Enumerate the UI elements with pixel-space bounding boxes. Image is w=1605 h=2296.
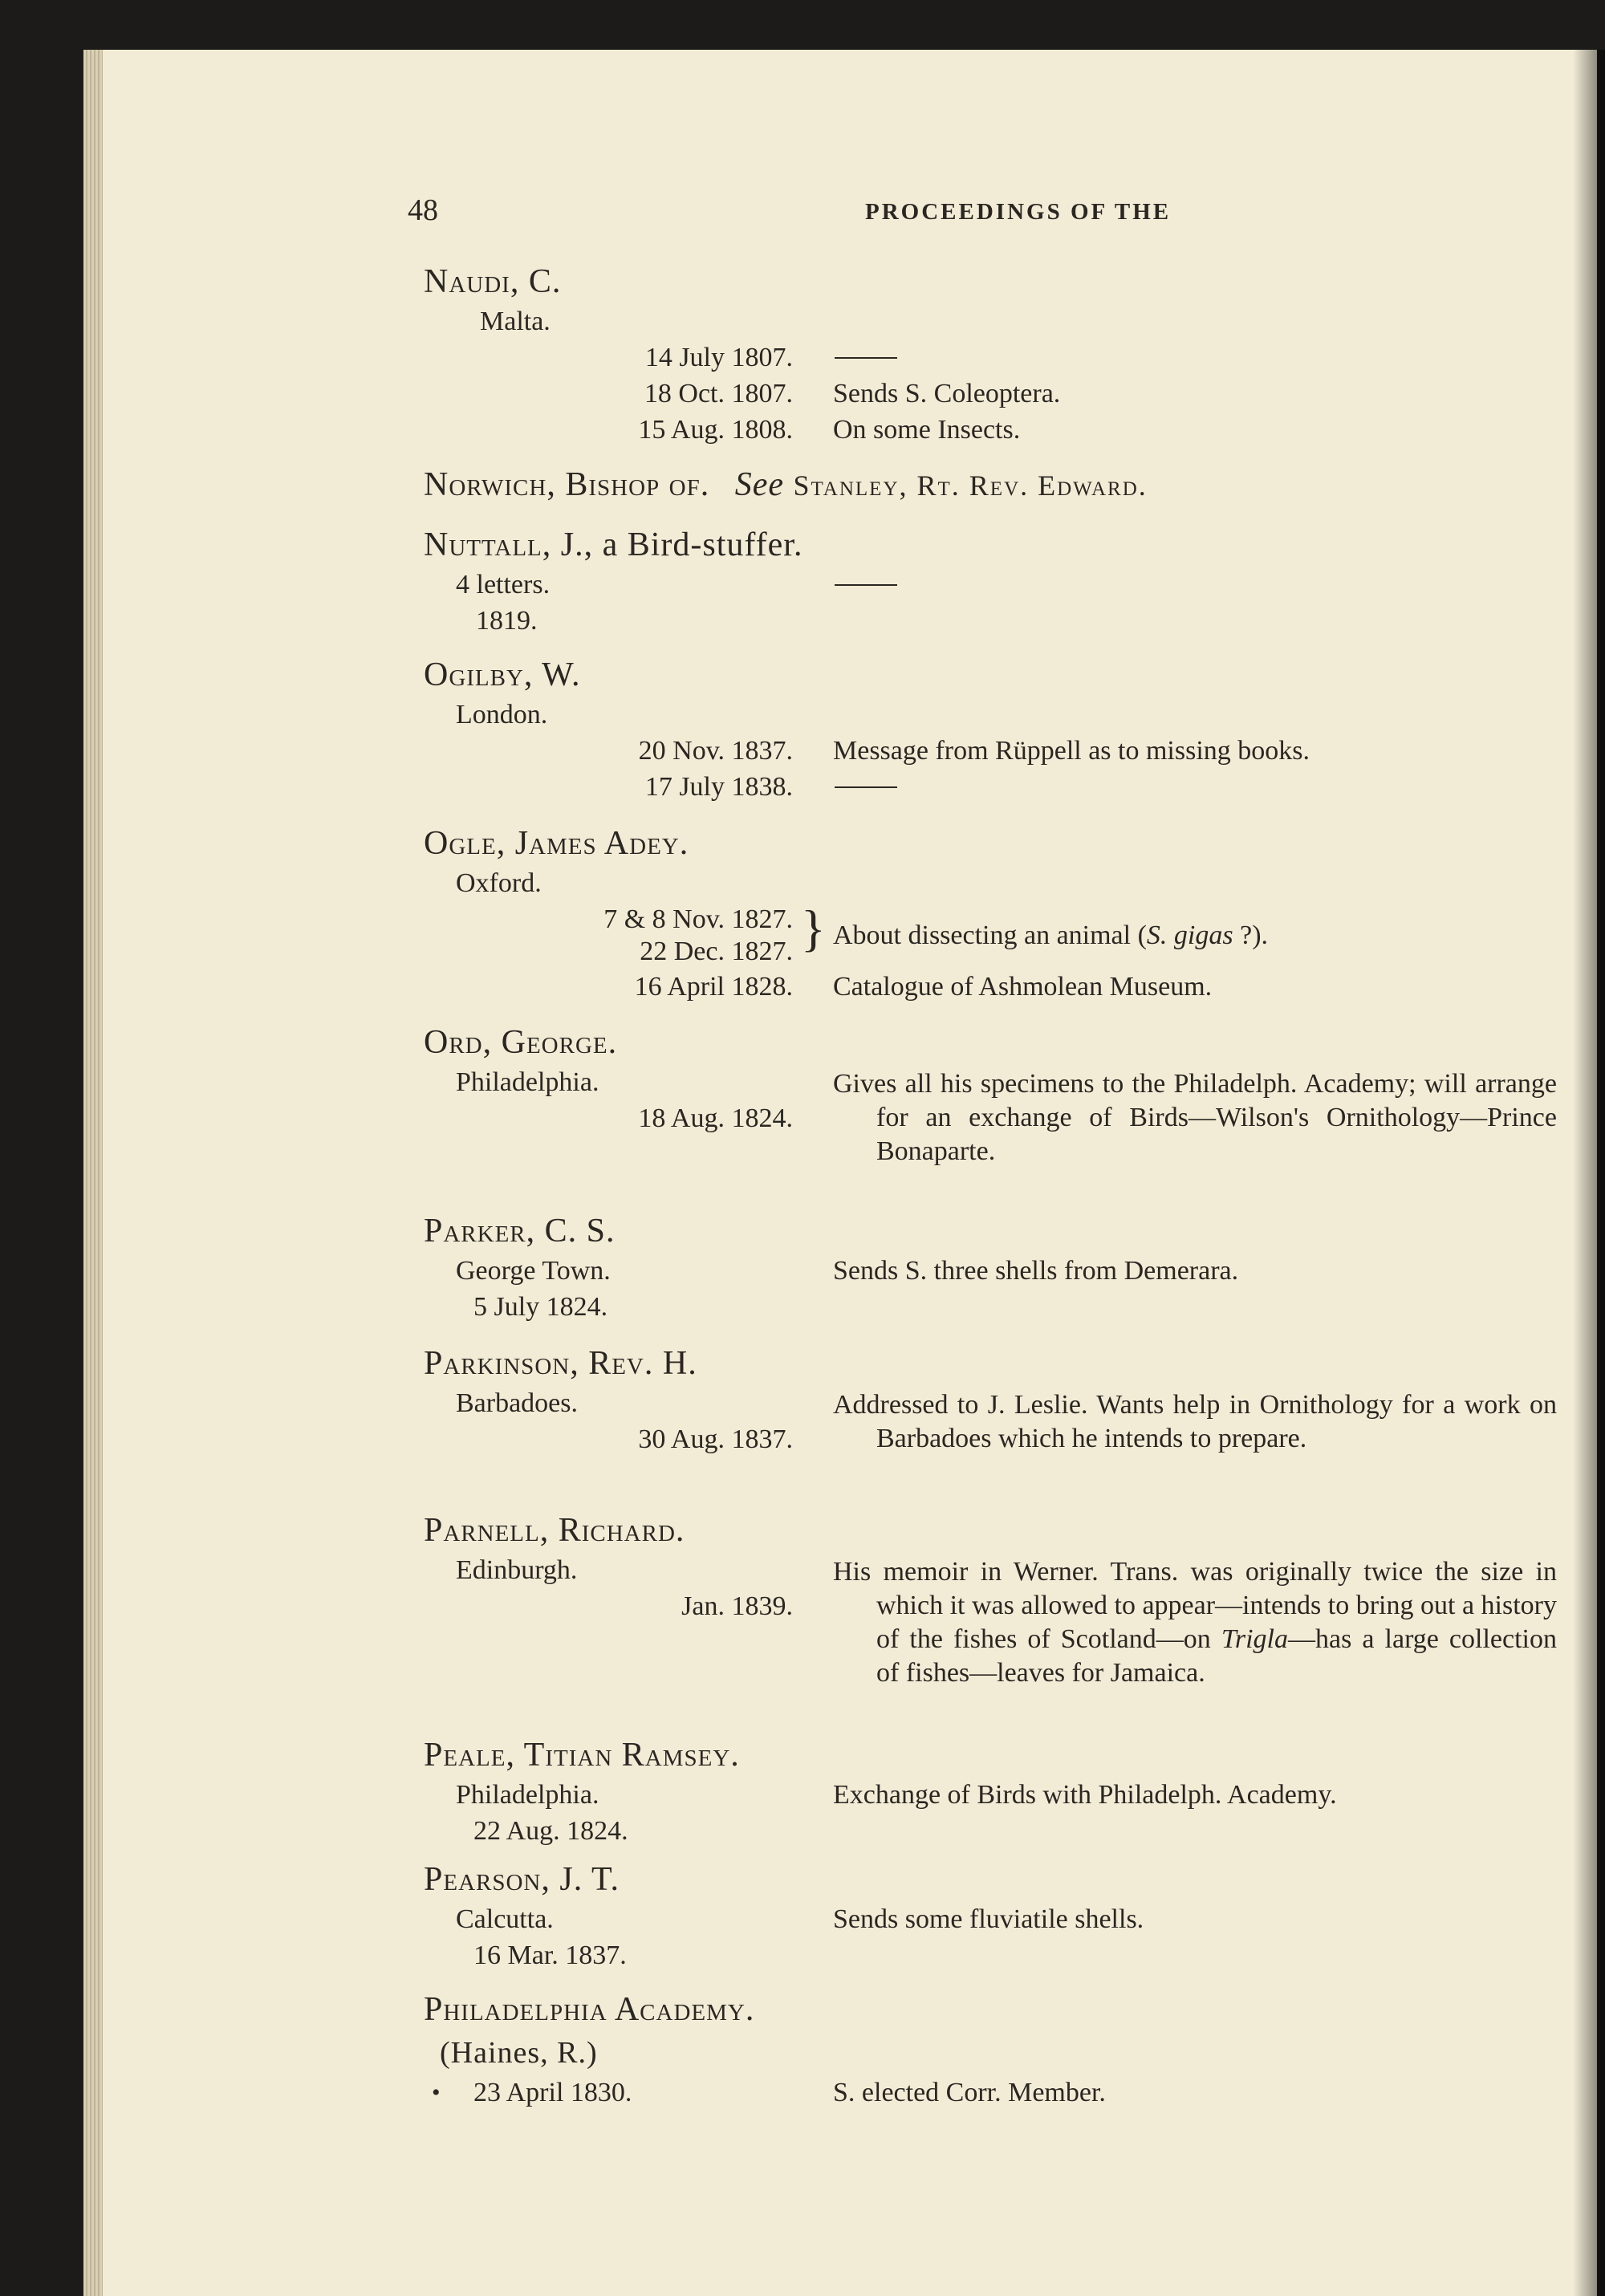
dash-rule bbox=[835, 584, 897, 586]
entry-date: 30 Aug. 1837. bbox=[638, 1424, 793, 1454]
entry-name: Parkinson, Rev. H. bbox=[424, 1345, 697, 1382]
running-head: PROCEEDINGS OF THE bbox=[865, 199, 1172, 225]
entry-location: George Town. bbox=[456, 1256, 611, 1286]
dash-rule bbox=[835, 357, 897, 359]
entry-date: 14 July 1807. bbox=[644, 343, 793, 372]
entry-name: Ogle, James Adey. bbox=[424, 825, 689, 862]
entry-note: Sends S. three shells from Demerara. bbox=[833, 1256, 1239, 1286]
brace-mark: } bbox=[801, 900, 826, 957]
see-target: Stanley, Rt. Rev. Edward. bbox=[793, 469, 1148, 502]
entry-date: 1819. bbox=[476, 606, 538, 636]
entry-naudi bbox=[424, 260, 1515, 448]
entry-ogle bbox=[424, 822, 1515, 1005]
entry-location: Calcutta. bbox=[456, 1904, 554, 1934]
entry-note: Sends S. Coleoptera. bbox=[833, 379, 1061, 408]
entry-nuttall bbox=[424, 523, 1515, 639]
entry-note: S. elected Corr. Member. bbox=[833, 2078, 1106, 2107]
entry-parnell bbox=[424, 1509, 1557, 1688]
entry-name: Ord, George. bbox=[424, 1024, 618, 1061]
page-header bbox=[103, 193, 1597, 233]
entry-philadelphia-academy bbox=[424, 1988, 1515, 2111]
entry-date: 20 Nov. 1837. bbox=[638, 736, 793, 766]
binding-shadow bbox=[1573, 50, 1605, 2296]
entry-ogilby bbox=[424, 653, 1515, 805]
entry-date: 23 April 1830. bbox=[473, 2078, 632, 2107]
entry-note: Gives all his specimens to the Philadelph. Academy; will arrange for an exchange of Birds—Wilson's Ornithology—Prince Bonaparte. bbox=[833, 1069, 1557, 1166]
bullet-mark: • bbox=[432, 2079, 441, 2106]
entry-date: 22 Aug. 1824. bbox=[473, 1816, 628, 1846]
page-edges bbox=[83, 50, 104, 2296]
entry-name: Ogilby, W. bbox=[424, 656, 581, 693]
page-number: 48 bbox=[408, 193, 438, 227]
entry-location: Oxford. bbox=[456, 868, 542, 898]
entry-norwich bbox=[424, 463, 1515, 507]
see-label: See bbox=[734, 466, 785, 503]
entry-location: Barbadoes. bbox=[456, 1388, 579, 1418]
entry-location: 4 letters. bbox=[456, 570, 551, 599]
entry-name-descriptor: a Bird-stuffer. bbox=[602, 526, 803, 563]
entry-location: Philadelphia. bbox=[456, 1067, 599, 1097]
entry-note: About dissecting an animal (S. gigas ?). bbox=[833, 920, 1269, 950]
entry-name: Parnell, Richard. bbox=[424, 1512, 685, 1549]
entry-date: 5 July 1824. bbox=[473, 1292, 608, 1322]
entry-date: 17 July 1838. bbox=[644, 772, 793, 802]
entry-note: His memoir in Werner. Trans. was originally twice the size in which it was allowed to appear—intends to bring out a history of the fishes of Scotland—on Trigla—has a large collection of fishes—leaves for Jamaica. bbox=[833, 1557, 1557, 1688]
entry-note: Catalogue of Ashmolean Museum. bbox=[833, 972, 1213, 1002]
species-name: S. gigas bbox=[1146, 920, 1233, 950]
entry-parkinson bbox=[424, 1342, 1557, 1457]
entry-location: Malta. bbox=[480, 307, 551, 336]
entry-date: 15 Aug. 1808. bbox=[638, 415, 793, 445]
entry-note: Exchange of Birds with Philadelph. Academy. bbox=[833, 1780, 1337, 1810]
entry-sub: (Haines, R.) bbox=[440, 2036, 598, 2070]
entry-date: 22 Dec. 1827. bbox=[640, 937, 793, 966]
entry-name: Norwich, Bishop of. bbox=[424, 466, 710, 503]
entry-name: Pearson, J. T. bbox=[424, 1861, 620, 1898]
entry-location: Edinburgh. bbox=[456, 1555, 578, 1585]
book-page bbox=[103, 50, 1597, 2296]
entry-note: Message from Rüppell as to missing books. bbox=[833, 736, 1310, 766]
entry-note: Sends some fluviatile shells. bbox=[833, 1904, 1144, 1934]
entry-name: Nuttall, J., bbox=[424, 526, 594, 563]
entry-name: Parker, C. S. bbox=[424, 1213, 616, 1250]
entry-name: Peale, Titian Ramsey. bbox=[424, 1737, 740, 1774]
entry-note: Addressed to J. Leslie. Wants help in Ornithology for a work on Barbadoes which he intends to prepare. bbox=[833, 1390, 1557, 1453]
entry-location: London. bbox=[456, 700, 548, 729]
entry-location: Philadelphia. bbox=[456, 1780, 599, 1810]
entry-date: 18 Aug. 1824. bbox=[638, 1103, 793, 1133]
dash-rule bbox=[835, 786, 897, 788]
entry-parker bbox=[424, 1209, 1515, 1325]
entry-date: 16 April 1828. bbox=[634, 972, 793, 1002]
entry-date: 18 Oct. 1807. bbox=[644, 379, 793, 408]
entry-date: 16 Mar. 1837. bbox=[473, 1940, 627, 1970]
entry-note: On some Insects. bbox=[833, 415, 1021, 445]
entry-date: 7 & 8 Nov. 1827. bbox=[603, 904, 793, 934]
genus-name: Trigla bbox=[1221, 1624, 1288, 1654]
entry-date: Jan. 1839. bbox=[681, 1591, 793, 1621]
entry-pearson bbox=[424, 1858, 1515, 1973]
entry-peale bbox=[424, 1733, 1515, 1849]
entry-ord bbox=[424, 1021, 1557, 1166]
entry-name: Philadelphia Academy. bbox=[424, 1991, 755, 2028]
entry-name: Naudi, C. bbox=[424, 263, 562, 300]
